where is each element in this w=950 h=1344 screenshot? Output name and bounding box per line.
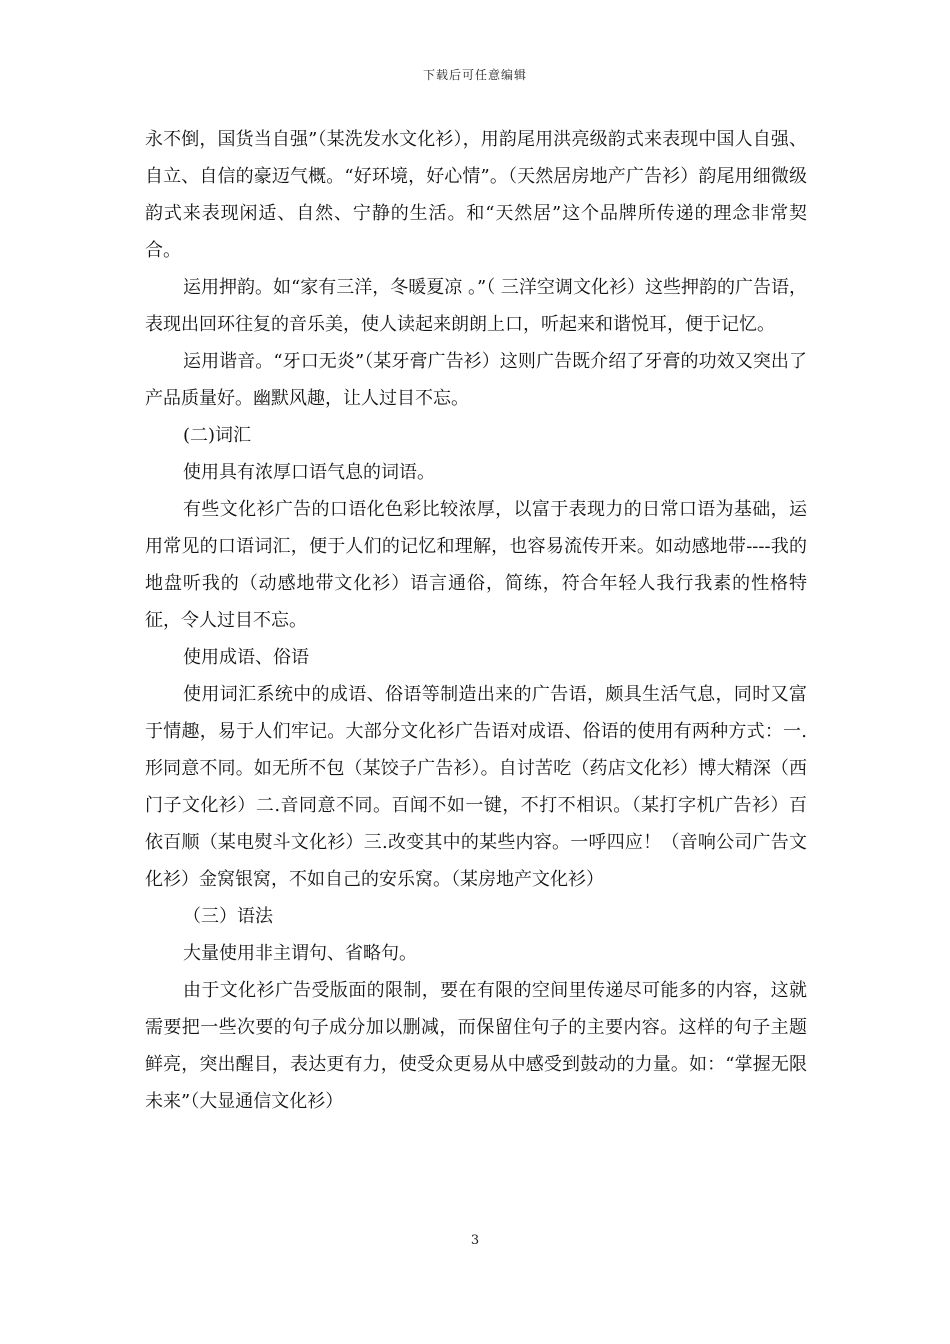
paragraph-3: 运用谐音。“牙口无炎”（某牙膏广告衫）这则广告既介绍了牙膏的功效又突出了产品质量好。幽默风趣，让人过目不忘。 [145,351,807,409]
paragraph-4: 有些文化衫广告的口语化色彩比较浓厚，以富于表现力的日常口语为基础，运用常见的口语词汇，便于人们的记忆和理解，也容易流传开来。如动感地带----我的地盘听我的（动感地带文化衫）语言通俗，简练，符合年轻人我行我素的性格特征，令人过目不忘。 [145,499,807,631]
document-body [145,121,807,1120]
paragraph-6: 由于文化衫广告受版面的限制，要在有限的空间里传递尽可能多的内容，这就需要把一些次要的句子成分加以删减，而保留住句子的主要内容。这样的句子主题鲜亮，突出醒目，表达更有力，使受众更易从中感受到鼓动的力量。如：“掌握无限未来”（大显通信文化衫） [145,980,807,1112]
section-heading-grammar: （三）语法 [183,906,273,927]
section-heading-vocabulary: (二)词汇 [183,425,252,446]
paragraph-1: 永不倒，国货当自强”（某洗发水文化衫），用韵尾用洪亮级韵式来表现中国人自强、自立、自信的豪迈气概。“好环境，好心情”。（天然居房地产广告衫）韵尾用细微级韵式来表现闲适、自然、宁静的生活。和“天然居”这个品牌所传递的理念非常契合。 [145,129,807,261]
subheading-idioms: 使用成语、俗语 [183,647,309,668]
page-header: 下载后可任意编辑 [422,68,527,82]
paragraph-5: 使用词汇系统中的成语、俗语等制造出来的广告语，颇具生活气息，同时又富于情趣，易于人们牢记。大部分文化衫广告语对成语、俗语的使用有两种方式：一.形同意不同。如无所不包（某饺子广告衫）。自讨苦吃（药店文化衫）博大精深（西门子文化衫）二.音同意不同。百闻不如一键，不打不相识。（某打字机广告衫）百依百顺（某电熨斗文化衫）三.改变其中的某些内容。一呼四应！（音响公司广告文化衫）金窝银窝，不如自己的安乐窝。（某房地产文化衫） [145,684,807,890]
subheading-non-subject-predicate: 大量使用非主谓句、省略句。 [183,943,417,964]
paragraph-2: 运用押韵。如“家有三洋，冬暖夏凉 。”（ 三洋空调文化衫）这些押韵的广告语，表现出回环往复的音乐美，使人读起来朗朗上口，听起来和谐悦耳，便于记忆。 [145,277,807,335]
page-number: 3 [470,1233,480,1248]
subheading-colloquial-words: 使用具有浓厚口语气息的词语。 [183,462,435,483]
